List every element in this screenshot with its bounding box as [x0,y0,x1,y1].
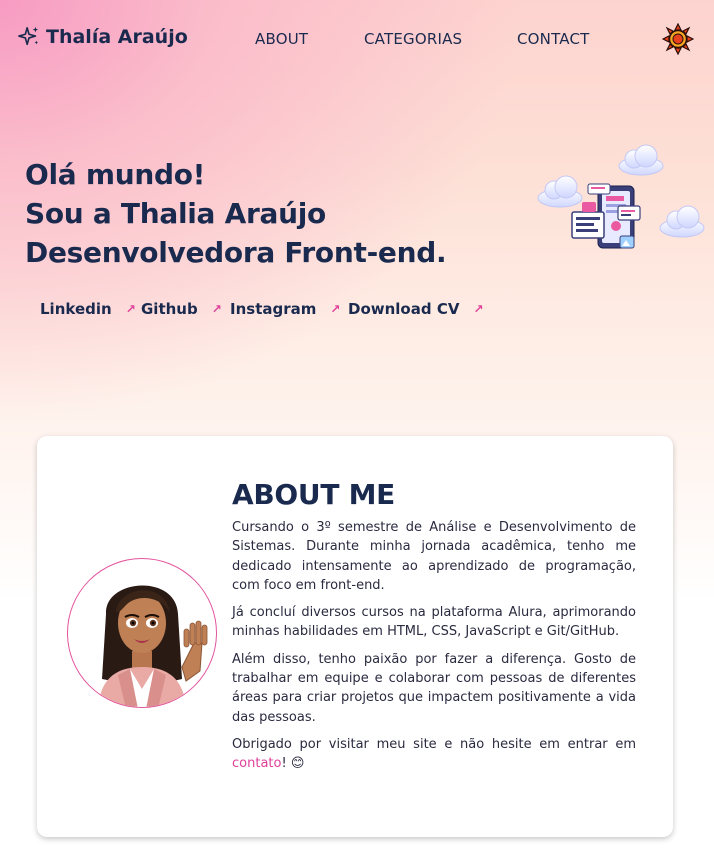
arrow-up-right-icon: ↗ [330,302,341,316]
hero-heading [25,155,446,272]
about-paragraph-4-text: Obrigado por visitar meu site e não hesite em entrar em [232,736,636,752]
about-paragraph-4 [232,735,636,774]
avatar-illustration [68,559,217,708]
download-cv-label[interactable]: Download CV [348,300,460,318]
sun-icon [662,23,694,55]
theme-toggle-button[interactable] [662,23,694,55]
hero-line-1: Olá mundo! [25,158,206,191]
arrow-up-right-icon: ↗ [125,302,136,316]
linkedin-label[interactable]: Linkedin [40,300,112,318]
github-link[interactable] [141,299,222,319]
contact-link[interactable]: contato [232,756,282,772]
header [0,0,714,78]
about-paragraph-2: Já concluí diversos cursos na plataforma Alura, aprimorando minhas habilidades em HTML, CSS, JavaScript e Git/GitHub. [232,605,636,640]
linkedin-link[interactable] [40,299,136,319]
sparkle-icon [18,26,40,48]
github-label[interactable]: Github [141,300,198,318]
cloud-icon [619,145,663,175]
arrow-up-right-icon: ↗ [211,302,222,316]
about-title: ABOUT ME [232,478,395,511]
cloud-icon [538,176,582,207]
hero-line-2: Sou a Thalia Araújo [25,197,326,230]
avatar [67,558,217,708]
instagram-link[interactable] [230,299,340,319]
arrow-up-right-icon: ↗ [473,302,484,316]
nav-about[interactable]: ABOUT [255,30,309,48]
nav-contact[interactable]: CONTACT [517,30,590,48]
about-paragraph-4-end: ! 😊 [281,756,305,772]
hero-line-3: Desenvolvedora Front-end. [25,236,447,269]
about-paragraph-1: Cursando o 3º semestre de Análise e Desenvolvimento de Sistemas. Durante minha jornada acadêmica, tenho me dedicado intensamente ao aprendizado de programação, com foco em front-end. [232,520,636,593]
about-text [232,518,636,782]
logo-text: Thalía Araújo [46,26,188,48]
cloud-icon [660,206,704,237]
nav-categorias[interactable]: CATEGORIAS [364,30,463,48]
download-cv-link[interactable] [348,299,484,319]
instagram-label[interactable]: Instagram [230,300,317,318]
about-paragraph-3: Além disso, tenho paixão por fazer a diferença. Gosto de trabalhar em equipe e colaborar com pessoas de diferentes áreas para criar projetos que impactem positivamente a vida das pessoas. [232,651,636,725]
logo[interactable] [18,26,188,48]
devices-clouds-illustration [536,144,706,259]
